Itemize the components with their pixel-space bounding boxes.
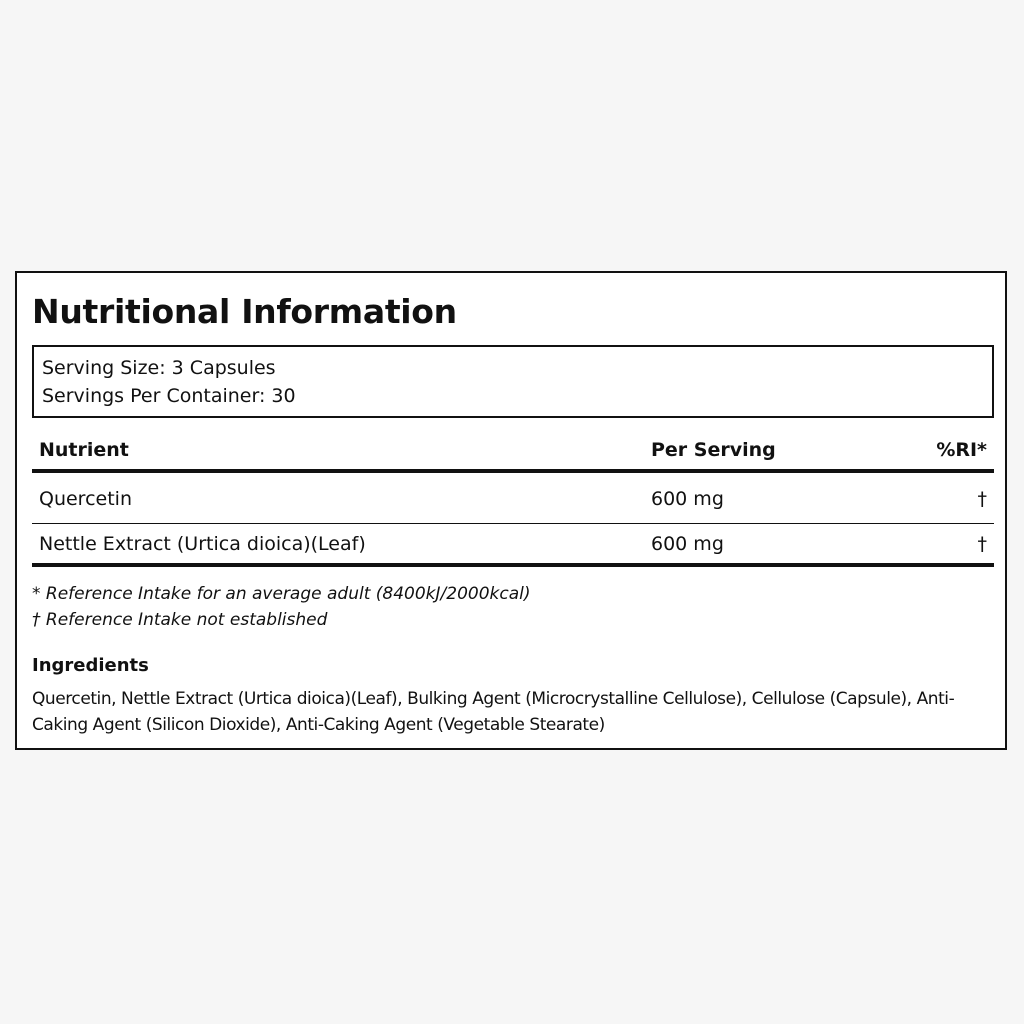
header-nutrient: Nutrient (39, 439, 129, 461)
ingredients-heading: Ingredients (32, 655, 149, 676)
ingredients-list: Quercetin, Nettle Extract (Urtica dioica)(Leaf), Bulking Agent (Microcrystalline Cellulose), Cellulose (Capsule), Anti-Caking Agent (Silicon Dioxide), Anti-Caking Agent (Vegetable Stearate) (32, 689, 955, 735)
serving-size: Serving Size: 3 Capsules (42, 357, 276, 379)
table-row (32, 473, 994, 524)
table-header-row (32, 431, 994, 473)
nutrient-ri: † (977, 533, 987, 555)
table-row (32, 524, 994, 567)
nutrition-panel (15, 271, 1007, 750)
footnote-not-established: † Reference Intake not established (32, 610, 328, 630)
panel-title: Nutritional Information (32, 292, 457, 331)
servings-per-container: Servings Per Container: 30 (42, 385, 296, 407)
nutrient-name: Nettle Extract (Urtica dioica)(Leaf) (39, 533, 366, 555)
nutrient-amount: 600 mg (651, 488, 724, 510)
nutrient-ri: † (977, 488, 987, 510)
nutrient-name: Quercetin (39, 488, 132, 510)
header-ri: %RI* (936, 439, 987, 461)
footnotes (32, 581, 531, 633)
nutrient-amount: 600 mg (651, 533, 724, 555)
footnote-reference-intake: * Reference Intake for an average adult (8400kJ/2000kcal) (32, 584, 531, 604)
header-per-serving: Per Serving (651, 439, 776, 461)
nutrient-table (32, 431, 994, 567)
serving-info-box (32, 345, 994, 418)
